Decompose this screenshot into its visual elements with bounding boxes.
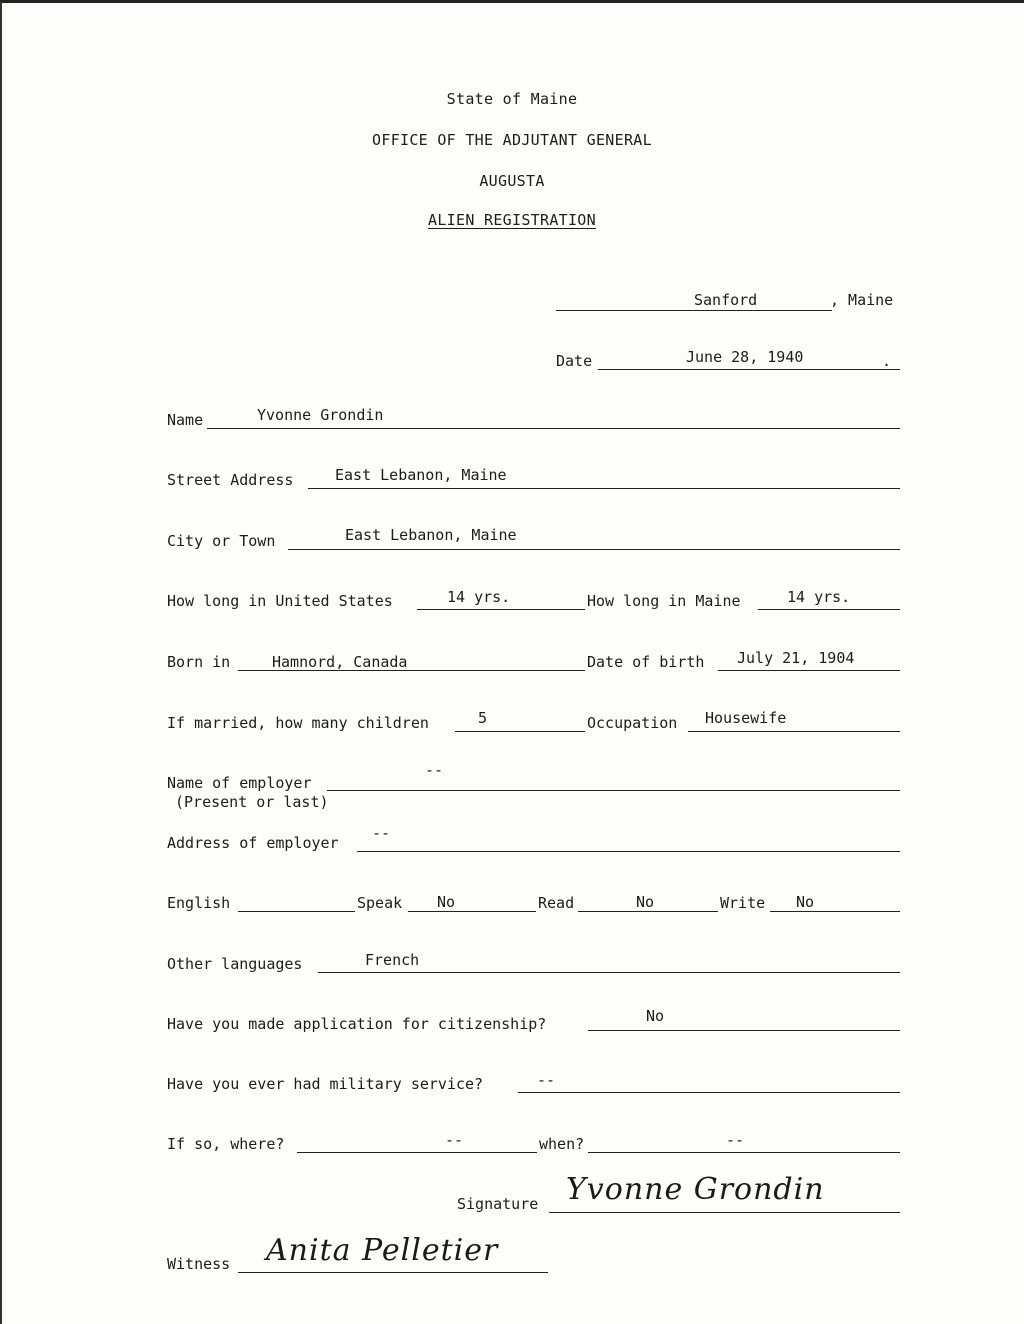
employer-address-line	[357, 851, 900, 852]
where-value: --	[445, 1131, 464, 1149]
when-line	[588, 1152, 900, 1153]
when-label: when?	[539, 1135, 585, 1153]
city-value: East Lebanon, Maine	[345, 526, 517, 544]
me-years-line	[758, 609, 900, 610]
name-label: Name	[167, 411, 204, 429]
read-value: No	[636, 893, 655, 911]
place-line	[556, 310, 832, 311]
other-languages-value: French	[365, 951, 420, 969]
employer-value: --	[425, 761, 444, 779]
us-years-value: 14 yrs.	[447, 588, 511, 606]
state-heading: State of Maine	[446, 90, 578, 108]
speak-value: No	[437, 893, 456, 911]
signature-line	[549, 1212, 900, 1213]
dob-value: July 21, 1904	[737, 649, 855, 667]
other-languages-label: Other languages	[167, 955, 303, 973]
place-town: Sanford	[694, 291, 758, 309]
speak-line	[408, 911, 536, 912]
date-value: June 28, 1940	[686, 348, 804, 366]
street-value: East Lebanon, Maine	[335, 466, 507, 484]
me-years-value: 14 yrs.	[787, 588, 851, 606]
write-line	[770, 911, 900, 912]
born-value: Hamnord, Canada	[272, 653, 408, 671]
date-line	[598, 369, 900, 370]
born-label: Born in	[167, 653, 231, 671]
place-state: , Maine	[830, 291, 894, 309]
where-line	[297, 1152, 537, 1153]
us-years-line	[417, 609, 585, 610]
dob-line	[718, 670, 900, 671]
employer-line	[327, 790, 900, 791]
name-line	[207, 428, 900, 429]
employer-address-label: Address of employer	[167, 834, 339, 852]
other-languages-line	[318, 972, 900, 973]
english-line	[238, 911, 355, 912]
employer-label: Name of employer	[167, 774, 312, 792]
citizenship-line	[588, 1030, 900, 1031]
where-label: If so, where?	[167, 1135, 285, 1153]
street-label: Street Address	[167, 471, 294, 489]
children-value: 5	[478, 709, 488, 727]
citizenship-value: No	[646, 1007, 665, 1025]
occupation-value: Housewife	[705, 709, 787, 727]
occupation-line	[688, 731, 900, 732]
witness-handwriting: Anita Pelletier	[266, 1233, 499, 1268]
signature-handwriting: Yvonne Grondin	[566, 1172, 825, 1207]
speak-label: Speak	[357, 894, 403, 912]
city-heading: AUGUSTA	[479, 172, 545, 190]
write-label: Write	[720, 894, 766, 912]
street-line	[308, 488, 900, 489]
me-years-label: How long in Maine	[587, 592, 741, 610]
occupation-label: Occupation	[587, 714, 678, 732]
city-label: City or Town	[167, 532, 276, 550]
write-value: No	[796, 893, 815, 911]
english-label: English	[167, 894, 231, 912]
witness-label: Witness	[167, 1255, 231, 1273]
date-label: Date	[556, 352, 593, 370]
city-line	[288, 549, 900, 550]
read-line	[578, 911, 718, 912]
us-years-label: How long in United States	[167, 592, 393, 610]
witness-line	[238, 1272, 548, 1273]
military-line	[518, 1092, 900, 1093]
name-value: Yvonne Grondin	[257, 406, 384, 424]
date-trail: .	[882, 352, 892, 370]
citizenship-label: Have you made application for citizenship?	[167, 1015, 547, 1033]
military-value: --	[537, 1071, 556, 1089]
read-label: Read	[538, 894, 575, 912]
children-label: If married, how many children	[167, 714, 429, 732]
when-value: --	[726, 1131, 745, 1149]
office-heading: OFFICE OF THE ADJUTANT GENERAL	[372, 131, 652, 149]
signature-label: Signature	[457, 1195, 539, 1213]
employer-address-value: --	[372, 824, 391, 842]
military-label: Have you ever had military service?	[167, 1075, 484, 1093]
employer-sublabel: (Present or last)	[175, 793, 329, 811]
children-line	[455, 731, 585, 732]
form-title: ALIEN REGISTRATION	[428, 211, 596, 229]
dob-label: Date of birth	[587, 653, 705, 671]
